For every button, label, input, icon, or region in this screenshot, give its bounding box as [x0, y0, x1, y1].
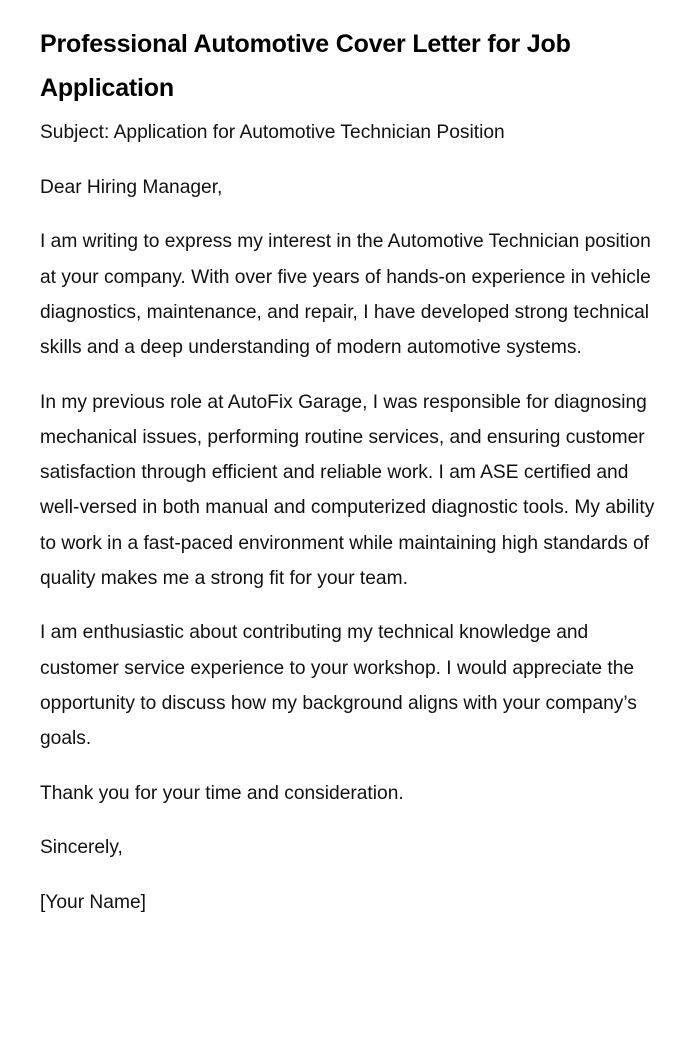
body-paragraph-thanks: Thank you for your time and consideration. [40, 782, 404, 804]
body-paragraph-intro: I am writing to express my interest in the Automotive Technician position at your company. With over five years of hands-on experience in vehicle diagnostics, maintenance, and repair, I have developed strong technical skills and a deep understanding of modern automotive systems. [40, 231, 651, 359]
signature: [Your Name] [40, 892, 146, 914]
body-paragraph-experience: In my previous role at AutoFix Garage, I was responsible for diagnosing mechanical issues, performing routine services, and ensuring customer satisfaction through efficient and reliable work. I am ASE certified and well-versed in both manual and computerized diagnostic tools. My ability to work in a fast-paced environment while maintaining high standards of quality makes me a strong fit for your team. [40, 391, 655, 589]
closing: Sincerely, [40, 837, 123, 859]
salutation: Dear Hiring Manager, [40, 176, 223, 198]
body-paragraph-enthusiasm: I am enthusiastic about contributing my technical knowledge and customer service experience to your workshop. I would appreciate the opportunity to discuss how my background aligns with your company’s goals. [40, 622, 637, 750]
subject-line: Subject: Application for Automotive Technician Position [40, 122, 505, 143]
page-title: Professional Automotive Cover Letter for Job Application [40, 30, 571, 102]
